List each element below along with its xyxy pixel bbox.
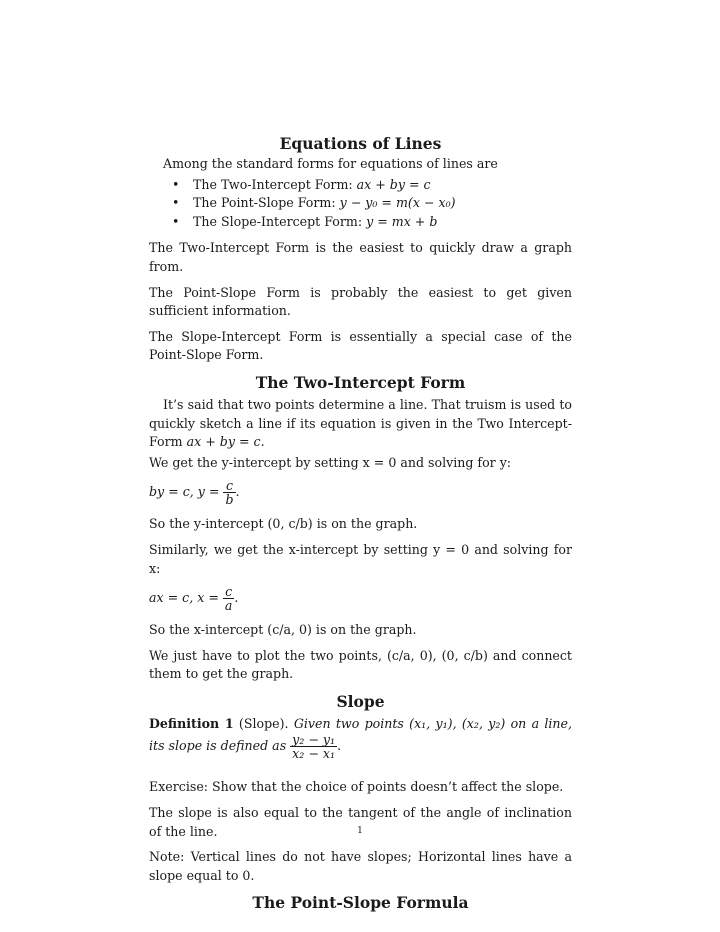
section-heading: The Point-Slope Formula [252,893,469,913]
paragraph: Exercise: Show that the choice of points doesn’t affect the slope. [149,779,564,795]
paragraph: It’s said that two points determine a line. That truism is used to quickly sketch a line if its equation is given in the Two Intercept-Form ax + by = c. [149,396,572,450]
intro-text: Among the standard forms for equations of lines are [163,156,498,171]
fraction: $\frac{\text{y₂ − y₁}}{\text{x₂ − x₁}}$ [292,732,336,762]
section-heading: The Two-Intercept Form [255,372,466,392]
paragraph: So the x-intercept (c/a, 0) is on the graph. [149,622,417,638]
paragraph: Similarly, we get the x-intercept by setting y = 0 and solving for x: [149,541,572,576]
paragraph: We just have to plot the two points, (c/a, 0), (0, c/b) and connect them to get the graph. [149,647,572,682]
page-title: Equations of Lines [279,134,442,153]
page-number: 1 [357,826,363,836]
list-item: • The Point-Slope Form: y − y₀ = m(x − x₀) [172,195,456,211]
fraction: $\frac{c}{a}$ [224,584,233,614]
equation: by = c, y = $\frac{c}{b}$ . [149,478,240,508]
list-item: • The Two-Intercept Form: ax + by = c [172,176,431,192]
paragraph: The Two-Intercept Form is the easiest to quickly draw a graph from. [149,240,572,274]
paragraph: So the y-intercept (0, c/b) is on the graph. [149,516,418,532]
paragraph: We get the y-intercept by setting x = 0 and solving for y: [149,454,512,470]
paragraph: The slope is also equal to the tangent of the angle of inclination of the line. [149,805,572,839]
paragraph: The Slope-Intercept Form is essentially a special case of the Point-Slope Form. [149,328,572,363]
forms-list [149,176,572,232]
paragraph: The Point-Slope Form is probably the easiest to get given sufficient information. [149,284,572,319]
document-page [149,133,572,916]
section-heading: Slope [336,691,385,711]
paragraph: Note: Vertical lines do not have slopes; Horizontal lines have a slope equal to 0. [149,849,572,883]
definition: Definition 1 (Slope). Given two points (x₁, y₁), (x₂, y₂) on a line, its slope is defined as $\frac{\text{y₂ − y₁}}{\text{x₂ − x₁}}$ . [149,715,572,762]
fraction: $\frac{c}{b}$ [225,478,234,508]
equation: ax = c, x = $\frac{c}{a}$ . [149,584,239,614]
list-item: • The Slope-Intercept Form: y = mx + b [172,213,438,229]
